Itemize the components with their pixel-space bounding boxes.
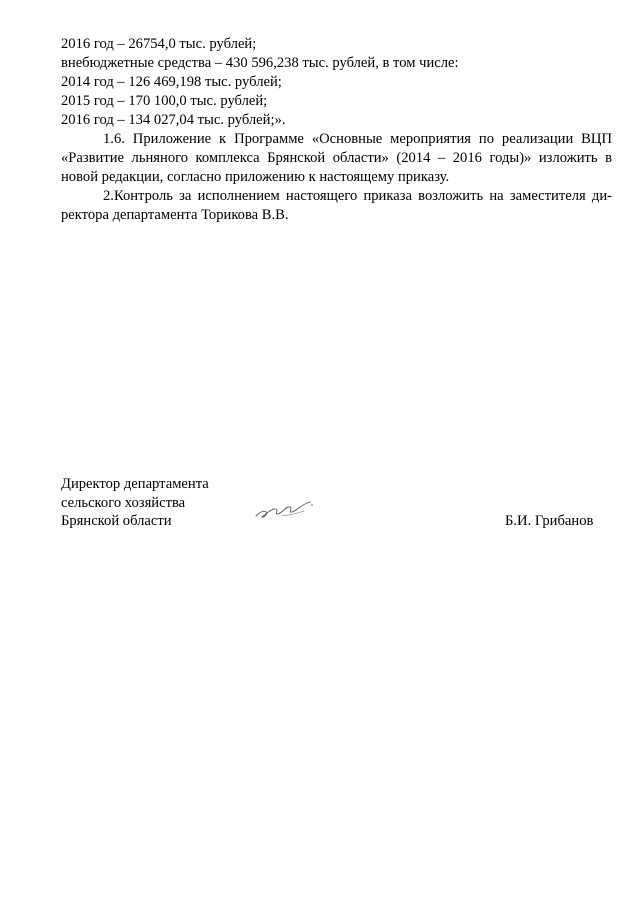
item-2-line1: 2.Контроль за исполнением настоящего приказа возложить на заместителя ди-: [103, 188, 612, 204]
item-1-6-line1: 1.6. Приложение к Программе «Основные мероприятия по реализации ВЦП: [103, 131, 612, 147]
item-2-line2: ректора департамента Торикова В.В.: [61, 207, 289, 223]
signatory-position-line2: сельского хозяйства: [61, 495, 186, 511]
signatory-position-line3: Брянской области: [61, 513, 172, 529]
budget-line-2014: 2014 год – 126 469,198 тыс. рублей;: [61, 74, 282, 90]
budget-line-2016-regional: 2016 год – 26754,0 тыс. рублей;: [61, 36, 257, 52]
signatory-position-line1: Директор департамента: [61, 476, 209, 492]
item-1-6-line3: новой редакции, согласно приложению к настоящему приказу.: [61, 169, 450, 185]
budget-line-2015: 2015 год – 170 100,0 тыс. рублей;: [61, 93, 268, 109]
item-1-6-line2: «Развитие льняного комплекса Брянской области» (2014 – 2016 годы)» изложить в: [61, 150, 612, 166]
handwritten-signature-icon: [252, 494, 316, 526]
budget-line-extrabudgetary: внебюджетные средства – 430 596,238 тыс. рублей, в том числе:: [61, 55, 459, 71]
signatory-name: Б.И. Грибанов: [505, 513, 594, 529]
budget-line-2016: 2016 год – 134 027,04 тыс. рублей;».: [61, 112, 286, 128]
